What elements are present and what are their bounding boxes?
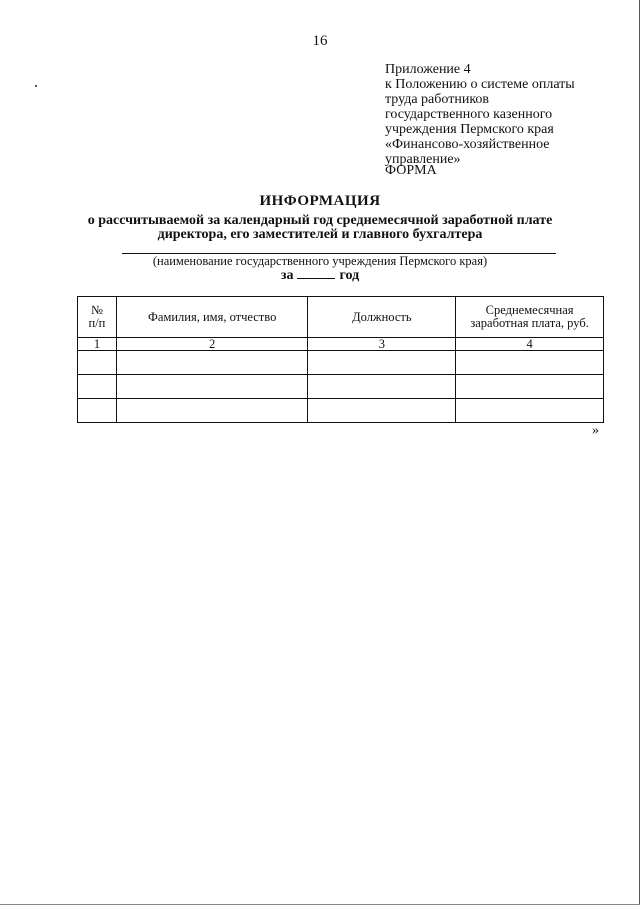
form-label: ФОРМА — [385, 163, 437, 178]
table-row — [78, 375, 604, 399]
table-cell[interactable] — [308, 375, 456, 399]
column-number: 4 — [456, 338, 604, 351]
header-average-salary — [456, 297, 604, 338]
table-cell[interactable] — [456, 399, 604, 423]
year-suffix: год — [339, 268, 360, 283]
appendix-block — [385, 62, 625, 167]
appendix-line: труда работников — [385, 92, 490, 107]
column-number: 3 — [308, 338, 456, 351]
document-title: ИНФОРМАЦИЯ — [259, 193, 381, 209]
table-cell[interactable] — [308, 399, 456, 423]
table-cell[interactable] — [116, 399, 308, 423]
year-line — [0, 266, 640, 284]
subtitle-line: о рассчитываемой за календарный год среднемесячной заработной плате — [87, 213, 553, 228]
table-cell[interactable] — [78, 351, 117, 375]
appendix-line: Приложение 4 — [385, 62, 471, 77]
table-cell[interactable] — [116, 375, 308, 399]
appendix-line: государственного казенного — [385, 107, 553, 122]
salary-table — [77, 296, 604, 423]
table-cell[interactable] — [78, 399, 117, 423]
header-line: заработная плата, руб. — [470, 316, 589, 330]
closing-quote-mark: » — [592, 423, 599, 438]
document-subtitle — [0, 214, 640, 242]
appendix-line: управление» — [385, 152, 461, 167]
column-number: 2 — [116, 338, 308, 351]
table-row — [78, 399, 604, 423]
table-cell[interactable] — [456, 375, 604, 399]
table-cell[interactable] — [308, 351, 456, 375]
header-full-name — [116, 297, 308, 338]
header-line: п/п — [88, 316, 106, 330]
scan-speck — [35, 85, 37, 87]
table-header-row — [78, 297, 604, 338]
header-row-number — [78, 297, 117, 338]
table-cell[interactable] — [456, 351, 604, 375]
appendix-line: «Финансово-хозяйственное — [385, 137, 550, 152]
table-row — [78, 351, 604, 375]
page-number: 16 — [312, 33, 328, 49]
year-prefix: за — [280, 268, 294, 283]
appendix-line: к Положению о системе оплаты — [385, 77, 575, 92]
header-line: Фамилия, имя, отчество — [148, 309, 277, 324]
table-cell[interactable] — [116, 351, 308, 375]
column-number-row — [78, 338, 604, 351]
header-line: № — [90, 303, 103, 317]
column-number: 1 — [78, 338, 117, 351]
organization-name-caption: (наименование государственного учреждения Пермского края) — [152, 254, 488, 268]
header-line: Среднемесячная — [485, 303, 574, 317]
appendix-line: учреждения Пермского края — [385, 122, 554, 137]
year-field[interactable] — [297, 266, 335, 279]
header-position — [308, 297, 456, 338]
table-cell[interactable] — [78, 375, 117, 399]
subtitle-line: директора, его заместителей и главного бухгалтера — [157, 227, 483, 242]
header-line: Должность — [352, 309, 412, 324]
